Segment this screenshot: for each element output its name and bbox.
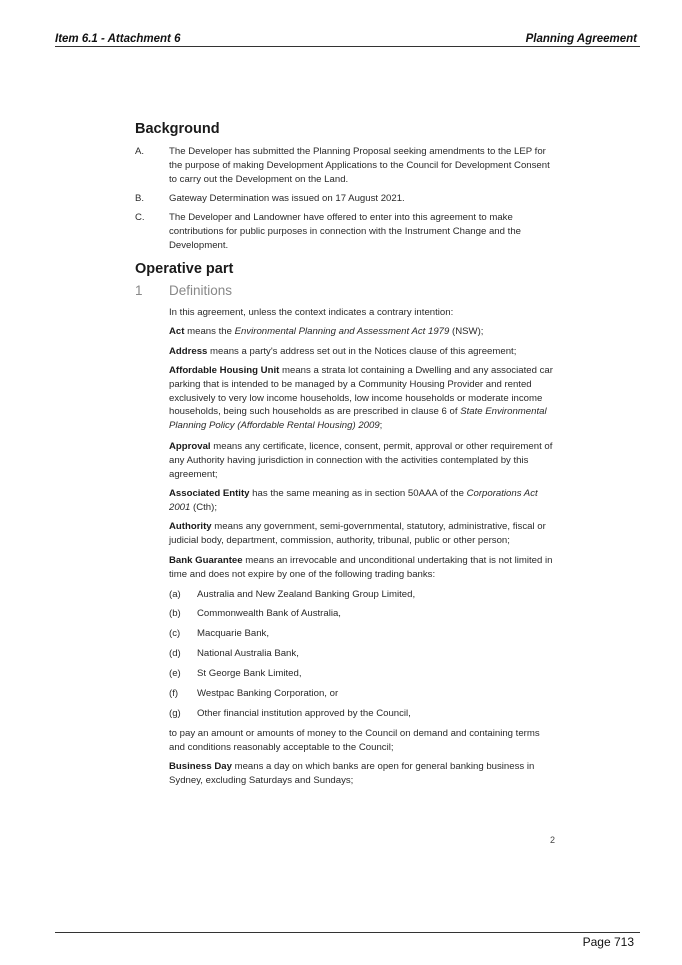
bank-list-label: (f) (169, 688, 179, 699)
definitions-intro: In this agreement, unless the context indicates a contrary intention: (169, 307, 454, 318)
definition-term: Approval (169, 441, 211, 452)
footer-page-number: Page 713 (582, 935, 634, 949)
definition-act: Act means the Environmental Planning and Assessment Act 1979 (NSW); (169, 326, 484, 337)
bank-list-item: National Australia Bank, (197, 648, 299, 659)
bank-list-item: Commonwealth Bank of Australia, (197, 608, 341, 619)
definition-term: Business Day (169, 761, 232, 772)
bank-guarantee-tail: to pay an amount or amounts of money to the Council on demand and containing terms and conditions reasonably acceptable to the Council; (169, 728, 540, 753)
bank-list-label: (e) (169, 668, 181, 679)
recital-text-a: The Developer has submitted the Planning Proposal seeking amendments to the LEP for the purpose of making Development Applications to the Council for Development Consent to carry out the Development on the Land. (169, 146, 550, 185)
definition-term: Associated Entity (169, 488, 250, 499)
bank-list-item: Westpac Banking Corporation, or (197, 688, 339, 699)
definition-term: Address (169, 346, 208, 357)
definition-affordable-housing-unit: Affordable Housing Unit means a strata lot containing a Dwelling and any associated car parking that is intended to be managed by a Community Housing Provider and rented exclusively to very low income households, low income households or moderate income households, being such households as are prescribed in clause 6 of State Environmental Planning Policy (Affordable Rental Housing) 2009; (169, 365, 553, 432)
definition-term: Act (169, 326, 185, 337)
recital-text-c: The Developer and Landowner have offered to enter into this agreement to make contributions for public purposes in connection with the Instrument Change and the Development. (169, 212, 521, 251)
bank-list-label: (g) (169, 708, 181, 719)
recital-text-b: Gateway Determination was issued on 17 August 2021. (169, 193, 405, 204)
definition-term: Bank Guarantee (169, 555, 243, 566)
operative-part-heading: Operative part (135, 261, 234, 277)
header-item-label: Item 6.1 - Attachment 6 (55, 33, 181, 45)
definition-business-day: Business Day means a day on which banks are open for general banking business in Sydney, excluding Saturdays and Sundays; (169, 761, 535, 786)
header-rule (55, 46, 640, 47)
bank-list-item: Other financial institution approved by the Council, (197, 708, 411, 719)
recital-label-c: C. (135, 212, 145, 223)
recital-label-a: A. (135, 146, 145, 157)
definition-bank-guarantee: Bank Guarantee means an irrevocable and unconditional undertaking that is not limited in time and does not expire by one of the following trading banks: (169, 555, 553, 580)
header-document-title: Planning Agreement (525, 33, 637, 45)
document-page-number: 2 (550, 835, 556, 845)
footer-rule (55, 932, 640, 933)
recital-label-b: B. (135, 193, 145, 204)
bank-list-label: (a) (169, 589, 181, 600)
definition-approval: Approval means any certificate, licence, consent, permit, approval or other requirement of any Authority having jurisdiction in connection with the activities contemplated by this agreement; (169, 441, 553, 480)
definition-term: Authority (169, 521, 212, 532)
background-heading: Background (135, 121, 220, 137)
bank-list-label: (d) (169, 648, 181, 659)
bank-list-item: St George Bank Limited, (197, 668, 302, 679)
bank-list-item: Macquarie Bank, (197, 628, 269, 639)
definition-associated-entity: Associated Entity has the same meaning as in section 50AAA of the Corporations Act 2001 (Cth); (169, 488, 538, 513)
section-number: 1 (135, 283, 143, 298)
bank-list-label: (b) (169, 608, 181, 619)
bank-list-label: (c) (169, 628, 181, 639)
definition-address: Address means a party's address set out in the Notices clause of this agreement; (169, 346, 517, 357)
section-title: Definitions (169, 283, 233, 298)
definition-term: Affordable Housing Unit (169, 365, 280, 376)
bank-list-item: Australia and New Zealand Banking Group Limited, (197, 589, 416, 600)
definition-authority: Authority means any government, semi-governmental, statutory, administrative, fiscal or judicial body, department, commission, authority, tribunal, public or other person; (169, 521, 546, 546)
